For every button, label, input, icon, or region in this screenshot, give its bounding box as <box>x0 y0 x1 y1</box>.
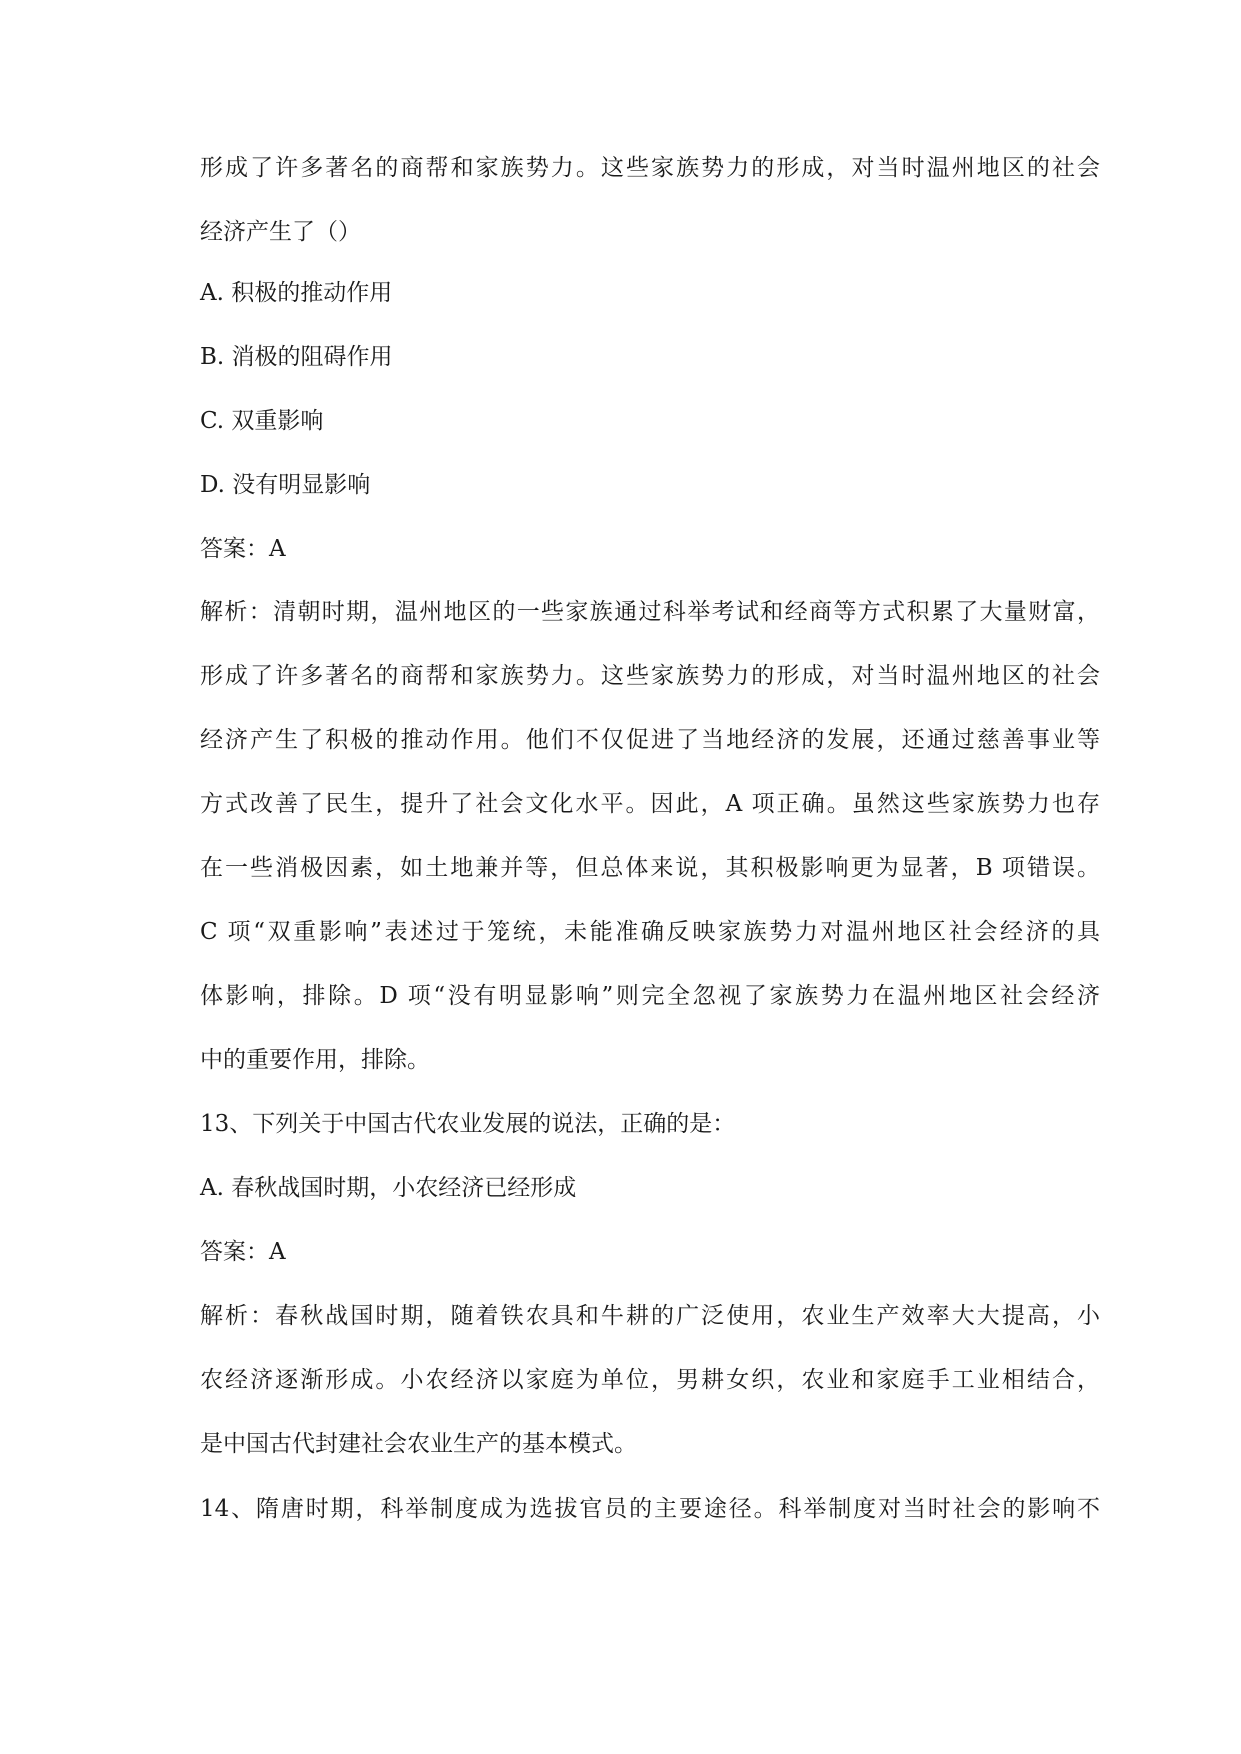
q12-answer: 答案：A <box>200 536 286 562</box>
q12-analysis-line-6: C 项“双重影响”表述过于笼统，未能准确反映家族势力对温州地区社会经济的具 <box>200 919 1100 945</box>
q14-stem: 14、隋唐时期，科举制度成为选拔官员的主要途径。科举制度对当时社会的影响不 <box>200 1496 1100 1522</box>
q12-option-d: D. 没有明显影响 <box>200 472 371 498</box>
q13-option-a: A. 春秋战国时期，小农经济已经形成 <box>200 1175 577 1201</box>
q13-stem: 13、下列关于中国古代农业发展的说法，正确的是： <box>200 1111 736 1137</box>
q13-analysis-line-1: 解析：春秋战国时期，随着铁农具和牛耕的广泛使用，农业生产效率大大提高，小 <box>200 1303 1100 1329</box>
q12-analysis-line-1: 解析：清朝时期，温州地区的一些家族通过科举考试和经商等方式积累了大量财富， <box>200 599 1100 625</box>
q12-analysis-line-7: 体影响，排除。D 项“没有明显影响”则完全忽视了家族势力在温州地区社会经济 <box>200 983 1100 1009</box>
q12-analysis-line-3: 经济产生了积极的推动作用。他们不仅促进了当地经济的发展，还通过慈善事业等 <box>200 727 1100 753</box>
q12-analysis-line-8: 中的重要作用，排除。 <box>200 1047 430 1073</box>
q12-analysis-line-5: 在一些消极因素，如土地兼并等，但总体来说，其积极影响更为显著，B 项错误。 <box>200 855 1100 881</box>
q12-analysis-line-2: 形成了许多著名的商帮和家族势力。这些家族势力的形成，对当时温州地区的社会 <box>200 663 1100 689</box>
q12-option-c: C. 双重影响 <box>200 408 324 434</box>
q12-stem-line-2: 经济产生了（） <box>200 219 361 245</box>
q12-stem-line-1: 形成了许多著名的商帮和家族势力。这些家族势力的形成，对当时温州地区的社会 <box>200 155 1100 181</box>
q13-answer: 答案：A <box>200 1239 286 1265</box>
q12-option-b: B. 消极的阻碍作用 <box>200 344 393 370</box>
q12-option-a: A. 积极的推动作用 <box>200 280 393 306</box>
q13-analysis-line-2: 农经济逐渐形成。小农经济以家庭为单位，男耕女织，农业和家庭手工业相结合， <box>200 1367 1100 1393</box>
q12-analysis-line-4: 方式改善了民生，提升了社会文化水平。因此，A 项正确。虽然这些家族势力也存 <box>200 791 1100 817</box>
q13-analysis-line-3: 是中国古代封建社会农业生产的基本模式。 <box>200 1431 637 1457</box>
